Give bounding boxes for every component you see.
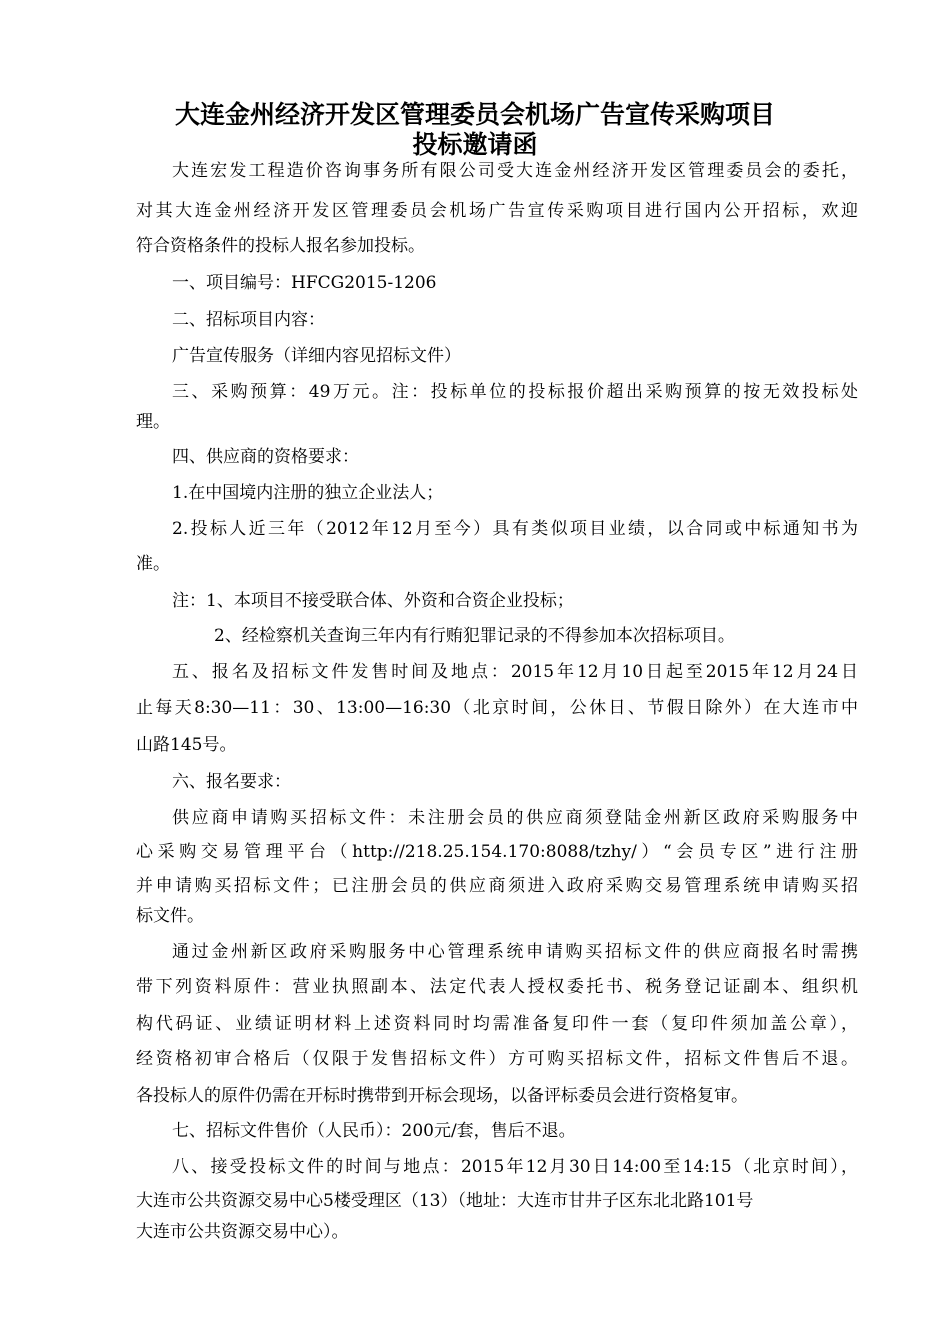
budget-line-2: 理。 (136, 412, 170, 432)
document-title: 大连金州经济开发区管理委员会机场广告宣传采购项目 (174, 100, 775, 129)
submission-line-1: 八、接受投标文件的时间与地点：2015年12月30日14:00至14:15（北京时间）， (172, 1157, 858, 1177)
project-content-text: 广告宣传服务（详细内容见招标文件） (172, 346, 461, 366)
registration-line-1: 五、报名及招标文件发售时间及地点：2015年12月10日起至2015年12月24日 (172, 662, 858, 682)
documents-line-3: 构代码证、业绩证明材料上述资料同时均需准备复印件一套（复印件须加盖公章）， (136, 1014, 858, 1034)
document-subtitle: 投标邀请函 (412, 130, 538, 159)
note-2: 2、经检察机关查询三年内有行贿犯罪记录的不得参加本次招标项目。 (214, 626, 735, 646)
qualification-2-line-2: 准。 (136, 554, 170, 574)
submission-line-3: 大连市公共资源交易中心）。 (136, 1222, 349, 1242)
section-registration-requirements: 六、报名要求： (172, 772, 291, 792)
purchase-line-2: 心采购交易管理平台（http://218.25.154.170:8088/tzhy/）“会员专区”进行注册 (136, 842, 858, 862)
qualification-1: 1.在中国境内注册的独立企业法人； (172, 483, 444, 503)
submission-line-2: 大连市公共资源交易中心5楼受理区（13）（地址：大连市甘井子区东北北路101号 (136, 1191, 754, 1211)
intro-line-3: 符合资格条件的投标人报名参加投标。 (136, 236, 425, 256)
documents-line-5: 各投标人的原件仍需在开标时携带到开标会现场，以备评标委员会进行资格复审。 (136, 1086, 748, 1106)
project-number: 一、项目编号：HFCG2015-1206 (172, 273, 437, 293)
section-qualifications: 四、供应商的资格要求： (172, 447, 359, 467)
registration-line-2: 止每天8:30—11：30、13:00—16:30（北京时间，公休日、节假日除外）在大连市中 (136, 698, 858, 718)
purchase-line-1: 供应商申请购买招标文件：未注册会员的供应商须登陆金州新区政府采购服务中 (172, 808, 858, 828)
registration-line-3: 山路145号。 (136, 735, 237, 755)
budget-line-1: 三、采购预算：49万元。注：投标单位的投标报价超出采购预算的按无效投标处 (172, 382, 858, 402)
purchase-line-3: 并申请购买招标文件；已注册会员的供应商须进入政府采购交易管理系统申请购买招 (136, 876, 858, 896)
purchase-line-4: 标文件。 (136, 906, 204, 926)
documents-line-1: 通过金州新区政府采购服务中心管理系统申请购买招标文件的供应商报名时需携 (172, 942, 858, 962)
note-1: 注：1、本项目不接受联合体、外资和合资企业投标； (172, 591, 574, 611)
intro-line-2: 对其大连金州经济开发区管理委员会机场广告宣传采购项目进行国内公开招标，欢迎 (136, 201, 858, 221)
document-price: 七、招标文件售价（人民币）：200元/套，售后不退。 (172, 1121, 576, 1141)
documents-line-2: 带下列资料原件：营业执照副本、法定代表人授权委托书、税务登记证副本、组织机 (136, 977, 858, 997)
section-project-content: 二、招标项目内容： (172, 310, 325, 330)
qualification-2-line-1: 2.投标人近三年（2012年12月至今）具有类似项目业绩，以合同或中标通知书为 (172, 519, 858, 539)
intro-line-1: 大连宏发工程造价咨询事务所有限公司受大连金州经济开发区管理委员会的委托， (172, 161, 858, 181)
documents-line-4: 经资格初审合格后（仅限于发售招标文件）方可购买招标文件，招标文件售后不退。 (136, 1049, 858, 1069)
